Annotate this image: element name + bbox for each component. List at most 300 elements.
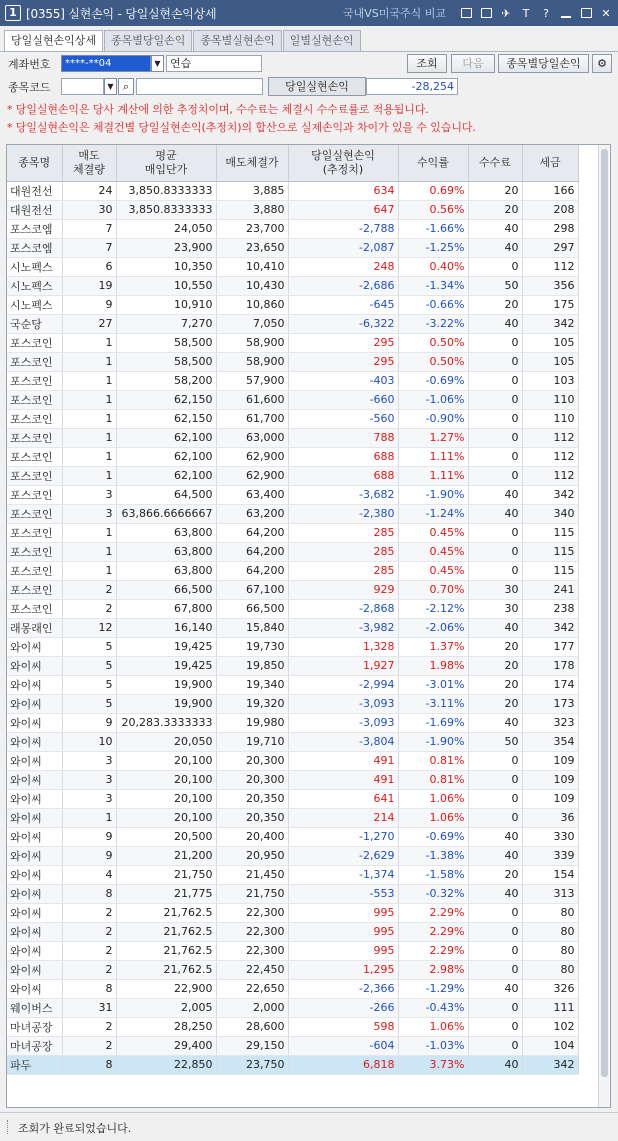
sell-qty-cell: 2 bbox=[62, 580, 116, 599]
sell-qty-cell: 1 bbox=[62, 428, 116, 447]
by-stock-button[interactable]: 종목별당일손익 bbox=[498, 54, 589, 73]
tab-daily-detail[interactable]: 당일실현손익상세 bbox=[4, 30, 103, 52]
table-row[interactable] bbox=[7, 713, 578, 732]
tax-cell: 105 bbox=[522, 333, 578, 352]
tax-cell: 298 bbox=[522, 219, 578, 238]
table-row[interactable] bbox=[7, 808, 578, 827]
commission-cell: 0 bbox=[468, 751, 522, 770]
avg-buy-price-cell: 63,866.6666667 bbox=[116, 504, 216, 523]
return-rate-cell: 1.98% bbox=[398, 656, 468, 675]
sell-qty-cell: 3 bbox=[62, 789, 116, 808]
stock-name-cell: 와이씨 bbox=[7, 694, 62, 713]
sell-price-cell: 20,350 bbox=[216, 808, 288, 827]
notice-text bbox=[7, 101, 476, 137]
sell-price-cell: 29,150 bbox=[216, 1036, 288, 1055]
stock-name-cell: 와이씨 bbox=[7, 884, 62, 903]
table-row[interactable] bbox=[7, 732, 578, 751]
code-label: 종목코드 bbox=[8, 81, 51, 94]
return-rate-cell: -1.24% bbox=[398, 504, 468, 523]
account-dropdown-icon[interactable]: ▼ bbox=[151, 55, 164, 72]
table-row[interactable] bbox=[7, 846, 578, 865]
sell-qty-cell: 5 bbox=[62, 675, 116, 694]
daily-pnl-value: -28,254 bbox=[366, 78, 458, 95]
stock-name-cell: 마녀공장 bbox=[7, 1017, 62, 1036]
avg-buy-price-cell: 23,900 bbox=[116, 238, 216, 257]
table-row[interactable] bbox=[7, 599, 578, 618]
sell-price-cell: 67,100 bbox=[216, 580, 288, 599]
avg-buy-price-cell: 58,500 bbox=[116, 333, 216, 352]
return-rate-cell: -0.43% bbox=[398, 998, 468, 1017]
tax-cell: 80 bbox=[522, 960, 578, 979]
return-rate-cell: 1.37% bbox=[398, 637, 468, 656]
realized-pnl-cell: 641 bbox=[288, 789, 398, 808]
tax-cell: 80 bbox=[522, 903, 578, 922]
sell-price-cell: 19,340 bbox=[216, 675, 288, 694]
commission-cell: 0 bbox=[468, 770, 522, 789]
table-row[interactable] bbox=[7, 333, 578, 352]
commission-cell: 20 bbox=[468, 865, 522, 884]
table-row[interactable] bbox=[7, 637, 578, 656]
settings-gear-icon[interactable]: ⚙ bbox=[592, 54, 612, 73]
table-row[interactable] bbox=[7, 200, 578, 219]
sell-qty-cell: 1 bbox=[62, 447, 116, 466]
sell-qty-cell: 3 bbox=[62, 770, 116, 789]
minimize-icon[interactable] bbox=[558, 5, 574, 21]
sell-qty-cell: 9 bbox=[62, 846, 116, 865]
tax-cell: 103 bbox=[522, 371, 578, 390]
sell-price-cell: 19,320 bbox=[216, 694, 288, 713]
tax-cell: 342 bbox=[522, 618, 578, 637]
realized-pnl-cell: 214 bbox=[288, 808, 398, 827]
table-row[interactable] bbox=[7, 542, 578, 561]
commission-cell: 0 bbox=[468, 466, 522, 485]
return-rate-cell: 2.29% bbox=[398, 941, 468, 960]
commission-cell: 20 bbox=[468, 694, 522, 713]
tax-cell: 115 bbox=[522, 523, 578, 542]
realized-pnl-cell: -3,093 bbox=[288, 694, 398, 713]
realized-pnl-cell: -2,380 bbox=[288, 504, 398, 523]
sell-qty-cell: 24 bbox=[62, 181, 116, 200]
return-rate-cell: 0.45% bbox=[398, 523, 468, 542]
title-bar bbox=[0, 0, 618, 26]
table-row[interactable] bbox=[7, 409, 578, 428]
avg-buy-price-cell: 62,100 bbox=[116, 447, 216, 466]
maximize-icon[interactable] bbox=[578, 5, 594, 21]
avg-buy-price-cell: 19,900 bbox=[116, 694, 216, 713]
commission-cell: 0 bbox=[468, 333, 522, 352]
realized-pnl-cell: 929 bbox=[288, 580, 398, 599]
layout-icon[interactable] bbox=[478, 5, 494, 21]
return-rate-cell: 2.98% bbox=[398, 960, 468, 979]
table-row[interactable] bbox=[7, 504, 578, 523]
avg-buy-price-cell: 3,850.8333333 bbox=[116, 181, 216, 200]
copy-icon[interactable] bbox=[458, 5, 474, 21]
realized-pnl-cell: 295 bbox=[288, 352, 398, 371]
return-rate-cell: -3.01% bbox=[398, 675, 468, 694]
commission-cell: 40 bbox=[468, 485, 522, 504]
return-rate-cell: -1.38% bbox=[398, 846, 468, 865]
pin-icon[interactable]: ✈ bbox=[501, 6, 511, 20]
table-row[interactable] bbox=[7, 295, 578, 314]
column-header-line: 평균 bbox=[155, 148, 177, 162]
sell-price-cell: 2,000 bbox=[216, 998, 288, 1017]
realized-pnl-grid[interactable] bbox=[6, 144, 611, 1108]
sell-price-cell: 19,850 bbox=[216, 656, 288, 675]
return-rate-cell: 2.29% bbox=[398, 922, 468, 941]
column-header[interactable] bbox=[7, 145, 62, 181]
table-row[interactable] bbox=[7, 770, 578, 789]
code-dropdown-icon[interactable]: ▼ bbox=[104, 78, 117, 95]
sell-qty-cell: 31 bbox=[62, 998, 116, 1017]
return-rate-cell: 0.70% bbox=[398, 580, 468, 599]
account-label: 계좌번호 bbox=[8, 58, 51, 71]
table-row[interactable] bbox=[7, 998, 578, 1017]
table-row[interactable] bbox=[7, 390, 578, 409]
table-row[interactable] bbox=[7, 922, 578, 941]
sell-price-cell: 63,200 bbox=[216, 504, 288, 523]
column-header-line: 매도 bbox=[78, 148, 100, 162]
commission-cell: 40 bbox=[468, 979, 522, 998]
text-icon[interactable]: T bbox=[522, 6, 530, 20]
tax-cell: 356 bbox=[522, 276, 578, 295]
column-header-line: 종목명 bbox=[18, 155, 51, 169]
stock-name-cell: 포스코인 bbox=[7, 561, 62, 580]
table-row[interactable] bbox=[7, 827, 578, 846]
realized-pnl-cell: -2,686 bbox=[288, 276, 398, 295]
return-rate-cell: -1.66% bbox=[398, 219, 468, 238]
commission-cell: 0 bbox=[468, 903, 522, 922]
table-row[interactable] bbox=[7, 485, 578, 504]
stock-name-cell: 와이씨 bbox=[7, 770, 62, 789]
avg-buy-price-cell: 64,500 bbox=[116, 485, 216, 504]
sell-price-cell: 22,300 bbox=[216, 922, 288, 941]
column-header[interactable] bbox=[62, 145, 116, 181]
sell-price-cell: 7,050 bbox=[216, 314, 288, 333]
return-rate-cell: -0.66% bbox=[398, 295, 468, 314]
realized-pnl-cell: 598 bbox=[288, 1017, 398, 1036]
column-header[interactable] bbox=[216, 145, 288, 181]
commission-cell: 40 bbox=[468, 713, 522, 732]
commission-cell: 0 bbox=[468, 447, 522, 466]
table-row[interactable] bbox=[7, 1036, 578, 1055]
realized-pnl-cell: -2,868 bbox=[288, 599, 398, 618]
realized-pnl-cell: 1,927 bbox=[288, 656, 398, 675]
compare-link[interactable]: 국내VS미국주식 비교 bbox=[342, 7, 446, 20]
realized-pnl-cell: -3,804 bbox=[288, 732, 398, 751]
realized-pnl-cell: 6,818 bbox=[288, 1055, 398, 1074]
realized-pnl-cell: 295 bbox=[288, 333, 398, 352]
sell-price-cell: 58,900 bbox=[216, 352, 288, 371]
sell-qty-cell: 1 bbox=[62, 561, 116, 580]
table-row[interactable] bbox=[7, 960, 578, 979]
avg-buy-price-cell: 19,425 bbox=[116, 637, 216, 656]
stock-name-cell: 포스코엠 bbox=[7, 238, 62, 257]
table-row[interactable] bbox=[7, 751, 578, 770]
vertical-scrollbar[interactable] bbox=[598, 145, 610, 1107]
commission-cell: 40 bbox=[468, 846, 522, 865]
realized-pnl-cell: -3,682 bbox=[288, 485, 398, 504]
next-button[interactable]: 다음 bbox=[451, 54, 495, 73]
return-rate-cell: 0.56% bbox=[398, 200, 468, 219]
column-header-line: 수수료 bbox=[479, 155, 511, 169]
commission-cell: 30 bbox=[468, 599, 522, 618]
table-row[interactable] bbox=[7, 675, 578, 694]
column-header-line: 수익률 bbox=[417, 155, 449, 169]
sell-price-cell: 10,430 bbox=[216, 276, 288, 295]
table-row[interactable] bbox=[7, 238, 578, 257]
stock-name-cell: 국순당 bbox=[7, 314, 62, 333]
avg-buy-price-cell: 21,200 bbox=[116, 846, 216, 865]
stock-name-cell: 포스코인 bbox=[7, 371, 62, 390]
sell-qty-cell: 1 bbox=[62, 371, 116, 390]
table-row[interactable] bbox=[7, 903, 578, 922]
commission-cell: 0 bbox=[468, 561, 522, 580]
column-header[interactable] bbox=[398, 145, 468, 181]
avg-buy-price-cell: 22,850 bbox=[116, 1055, 216, 1074]
table-row[interactable] bbox=[7, 618, 578, 637]
table-row[interactable] bbox=[7, 219, 578, 238]
return-rate-cell: -1.03% bbox=[398, 1036, 468, 1055]
sell-qty-cell: 1 bbox=[62, 466, 116, 485]
commission-cell: 20 bbox=[468, 675, 522, 694]
return-rate-cell: -1.29% bbox=[398, 979, 468, 998]
avg-buy-price-cell: 3,850.8333333 bbox=[116, 200, 216, 219]
scrollbar-thumb[interactable] bbox=[601, 149, 608, 1077]
return-rate-cell: 0.81% bbox=[398, 751, 468, 770]
column-header[interactable] bbox=[116, 145, 216, 181]
avg-buy-price-cell: 21,762.5 bbox=[116, 960, 216, 979]
sell-qty-cell: 1 bbox=[62, 409, 116, 428]
commission-cell: 0 bbox=[468, 390, 522, 409]
status-bar bbox=[0, 1112, 618, 1141]
column-header-line: 체결량 bbox=[73, 162, 105, 176]
return-rate-cell: -0.69% bbox=[398, 371, 468, 390]
table-row[interactable] bbox=[7, 428, 578, 447]
sell-qty-cell: 1 bbox=[62, 390, 116, 409]
commission-cell: 40 bbox=[468, 314, 522, 333]
tax-cell: 354 bbox=[522, 732, 578, 751]
close-icon[interactable]: ✕ bbox=[601, 6, 611, 20]
query-button[interactable]: 조회 bbox=[407, 54, 447, 73]
avg-buy-price-cell: 20,100 bbox=[116, 808, 216, 827]
realized-pnl-cell: 491 bbox=[288, 770, 398, 789]
tax-cell: 115 bbox=[522, 542, 578, 561]
sell-price-cell: 21,450 bbox=[216, 865, 288, 884]
avg-buy-price-cell: 10,350 bbox=[116, 257, 216, 276]
avg-buy-price-cell: 19,900 bbox=[116, 675, 216, 694]
tax-cell: 178 bbox=[522, 656, 578, 675]
window-title: [0355] 실현손익 - 당일실현손익상세 bbox=[26, 6, 217, 21]
stock-name-cell: 포스코인 bbox=[7, 390, 62, 409]
stock-name-cell: 대원전선 bbox=[7, 181, 62, 200]
column-header[interactable] bbox=[288, 145, 398, 181]
commission-cell: 40 bbox=[468, 238, 522, 257]
sell-qty-cell: 2 bbox=[62, 960, 116, 979]
sell-price-cell: 61,600 bbox=[216, 390, 288, 409]
tab-by-stock-realized[interactable]: 종목별실현손익 bbox=[193, 30, 281, 51]
table-row[interactable] bbox=[7, 656, 578, 675]
realized-pnl-cell: -2,994 bbox=[288, 675, 398, 694]
sell-qty-cell: 1 bbox=[62, 333, 116, 352]
avg-buy-price-cell: 2,005 bbox=[116, 998, 216, 1017]
sell-qty-cell: 2 bbox=[62, 1036, 116, 1055]
tax-cell: 115 bbox=[522, 561, 578, 580]
sell-qty-cell: 5 bbox=[62, 637, 116, 656]
avg-buy-price-cell: 21,762.5 bbox=[116, 922, 216, 941]
avg-buy-price-cell: 29,400 bbox=[116, 1036, 216, 1055]
avg-buy-price-cell: 20,283.3333333 bbox=[116, 713, 216, 732]
commission-cell: 40 bbox=[468, 504, 522, 523]
table-row[interactable] bbox=[7, 276, 578, 295]
sell-qty-cell: 8 bbox=[62, 1055, 116, 1074]
table-row[interactable] bbox=[7, 694, 578, 713]
column-header[interactable] bbox=[468, 145, 522, 181]
sell-price-cell: 3,880 bbox=[216, 200, 288, 219]
return-rate-cell: 1.06% bbox=[398, 789, 468, 808]
table-row[interactable] bbox=[7, 865, 578, 884]
return-rate-cell: -3.22% bbox=[398, 314, 468, 333]
tax-cell: 112 bbox=[522, 257, 578, 276]
notice-line: * 당일실현손익은 체결건별 당일실현손익(추정치)의 합산으로 실제손익과 차이가 있을 수 있습니다. bbox=[7, 121, 476, 134]
stock-name-cell: 와이씨 bbox=[7, 827, 62, 846]
stock-name-cell: 와이씨 bbox=[7, 789, 62, 808]
sell-qty-cell: 10 bbox=[62, 732, 116, 751]
sell-qty-cell: 9 bbox=[62, 295, 116, 314]
stock-name-cell: 와이씨 bbox=[7, 941, 62, 960]
avg-buy-price-cell: 21,750 bbox=[116, 865, 216, 884]
sell-qty-cell: 8 bbox=[62, 979, 116, 998]
stock-name-cell: 포스코인 bbox=[7, 542, 62, 561]
return-rate-cell: 0.69% bbox=[398, 181, 468, 200]
realized-pnl-cell: -403 bbox=[288, 371, 398, 390]
tab-bar bbox=[4, 30, 362, 51]
return-rate-cell: -0.32% bbox=[398, 884, 468, 903]
stock-name-cell: 포스코인 bbox=[7, 504, 62, 523]
avg-buy-price-cell: 10,550 bbox=[116, 276, 216, 295]
table-row[interactable] bbox=[7, 314, 578, 333]
realized-pnl-cell: 285 bbox=[288, 523, 398, 542]
avg-buy-price-cell: 20,500 bbox=[116, 827, 216, 846]
tax-cell: 174 bbox=[522, 675, 578, 694]
commission-cell: 50 bbox=[468, 276, 522, 295]
avg-buy-price-cell: 21,775 bbox=[116, 884, 216, 903]
avg-buy-price-cell: 20,100 bbox=[116, 789, 216, 808]
table-row[interactable] bbox=[7, 580, 578, 599]
tax-cell: 110 bbox=[522, 390, 578, 409]
column-header[interactable] bbox=[522, 145, 578, 181]
stock-name-cell: 대원전선 bbox=[7, 200, 62, 219]
tax-cell: 339 bbox=[522, 846, 578, 865]
sell-qty-cell: 19 bbox=[62, 276, 116, 295]
table-row[interactable] bbox=[7, 352, 578, 371]
table-row[interactable] bbox=[7, 1055, 578, 1074]
tax-cell: 241 bbox=[522, 580, 578, 599]
stock-name-cell: 와이씨 bbox=[7, 960, 62, 979]
stock-name-cell: 와이씨 bbox=[7, 751, 62, 770]
avg-buy-price-cell: 67,800 bbox=[116, 599, 216, 618]
tab-by-stock-daily[interactable]: 종목별당일손익 bbox=[104, 30, 192, 51]
table-row[interactable] bbox=[7, 371, 578, 390]
sell-price-cell: 22,450 bbox=[216, 960, 288, 979]
table-row[interactable] bbox=[7, 466, 578, 485]
stock-name-cell: 웨이버스 bbox=[7, 998, 62, 1017]
return-rate-cell: -1.25% bbox=[398, 238, 468, 257]
commission-cell: 0 bbox=[468, 542, 522, 561]
return-rate-cell: -0.69% bbox=[398, 827, 468, 846]
commission-cell: 40 bbox=[468, 1055, 522, 1074]
avg-buy-price-cell: 7,270 bbox=[116, 314, 216, 333]
stock-name-cell: 와이씨 bbox=[7, 675, 62, 694]
column-header-line: 매도체결가 bbox=[225, 155, 279, 169]
table-row[interactable] bbox=[7, 181, 578, 200]
sell-qty-cell: 2 bbox=[62, 941, 116, 960]
sell-price-cell: 22,650 bbox=[216, 979, 288, 998]
stock-code-input[interactable] bbox=[61, 78, 104, 95]
return-rate-cell: 0.50% bbox=[398, 333, 468, 352]
stock-name-cell: 포스코인 bbox=[7, 485, 62, 504]
sell-qty-cell: 1 bbox=[62, 542, 116, 561]
return-rate-cell: 0.45% bbox=[398, 561, 468, 580]
realized-pnl-cell: -266 bbox=[288, 998, 398, 1017]
table-row[interactable] bbox=[7, 447, 578, 466]
realized-pnl-cell: -6,322 bbox=[288, 314, 398, 333]
table-row[interactable] bbox=[7, 941, 578, 960]
commission-cell: 0 bbox=[468, 523, 522, 542]
tax-cell: 313 bbox=[522, 884, 578, 903]
table-row[interactable] bbox=[7, 1017, 578, 1036]
search-icon[interactable]: ⌕ bbox=[118, 78, 134, 95]
realized-pnl-cell: -2,788 bbox=[288, 219, 398, 238]
table-row[interactable] bbox=[7, 884, 578, 903]
stock-name-cell: 시노펙스 bbox=[7, 295, 62, 314]
account-number-field[interactable]: ****-**04 bbox=[61, 55, 151, 72]
realized-pnl-cell: -1,270 bbox=[288, 827, 398, 846]
sell-price-cell: 58,900 bbox=[216, 333, 288, 352]
commission-cell: 0 bbox=[468, 922, 522, 941]
realized-pnl-cell: -553 bbox=[288, 884, 398, 903]
sell-qty-cell: 12 bbox=[62, 618, 116, 637]
avg-buy-price-cell: 62,150 bbox=[116, 390, 216, 409]
realized-pnl-cell: -1,374 bbox=[288, 865, 398, 884]
tax-cell: 154 bbox=[522, 865, 578, 884]
return-rate-cell: -2.06% bbox=[398, 618, 468, 637]
query-form bbox=[0, 51, 618, 94]
commission-cell: 0 bbox=[468, 960, 522, 979]
commission-cell: 50 bbox=[468, 732, 522, 751]
sell-price-cell: 63,400 bbox=[216, 485, 288, 504]
tab-daily-realized[interactable]: 일별실현손익 bbox=[283, 30, 361, 51]
help-icon[interactable]: ? bbox=[543, 6, 549, 20]
stock-name-cell: 파두 bbox=[7, 1055, 62, 1074]
table-row[interactable] bbox=[7, 523, 578, 542]
commission-cell: 0 bbox=[468, 257, 522, 276]
sell-price-cell: 19,710 bbox=[216, 732, 288, 751]
sell-price-cell: 20,400 bbox=[216, 827, 288, 846]
tax-cell: 109 bbox=[522, 770, 578, 789]
table-row[interactable] bbox=[7, 561, 578, 580]
table-row[interactable] bbox=[7, 979, 578, 998]
tax-cell: 330 bbox=[522, 827, 578, 846]
table-row[interactable] bbox=[7, 257, 578, 276]
realized-pnl-cell: 285 bbox=[288, 561, 398, 580]
sell-qty-cell: 3 bbox=[62, 751, 116, 770]
avg-buy-price-cell: 63,800 bbox=[116, 542, 216, 561]
sell-qty-cell: 1 bbox=[62, 808, 116, 827]
table-row[interactable] bbox=[7, 789, 578, 808]
stock-name-cell: 포스코인 bbox=[7, 409, 62, 428]
sell-qty-cell: 30 bbox=[62, 200, 116, 219]
sell-qty-cell: 1 bbox=[62, 523, 116, 542]
